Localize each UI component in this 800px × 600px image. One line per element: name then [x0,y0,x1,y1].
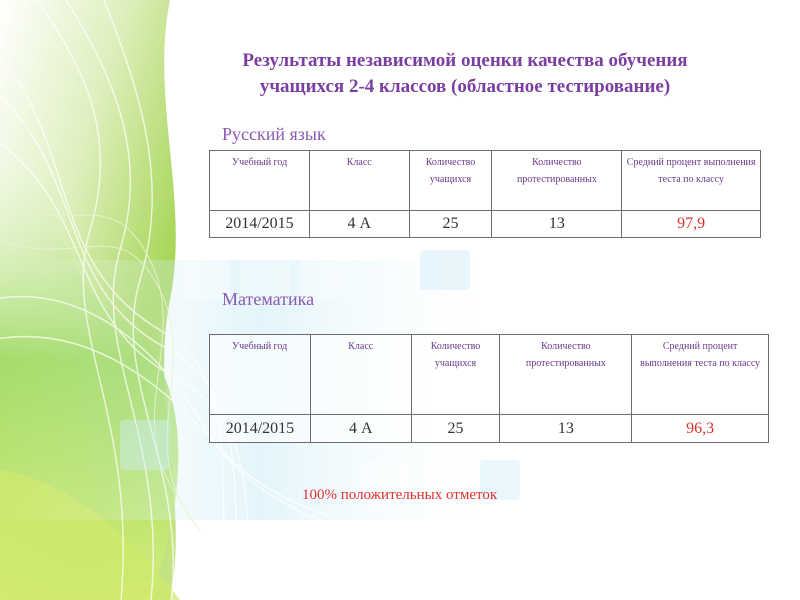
title-line-2: учащихся 2-4 классов (областное тестирование) [259,76,671,97]
header-year: Учебный год [210,335,311,415]
slide-title [185,48,745,100]
cell-tested: 13 [500,415,632,443]
table-row [210,415,769,443]
header-average: Средний процент выполнения теста по классу [632,335,769,415]
table-header-row [210,151,761,211]
section-heading-math: Математика [222,289,315,309]
cell-students: 25 [409,211,492,238]
results-table-russian [209,150,761,238]
positive-grades-note: 100% положительных отметок [302,487,498,503]
header-average: Средний процент выполнения теста по классу [622,151,761,211]
header-students: Количество учащихся [411,335,500,415]
cell-average: 96,3 [632,415,769,443]
header-year: Учебный год [210,151,310,211]
results-table-math [209,334,769,443]
cell-tested: 13 [492,211,622,238]
section-heading-russian: Русский язык [222,124,326,144]
cell-class: 4 А [309,211,409,238]
header-tested: Количество протестированных [500,335,632,415]
cell-class: 4 А [310,415,411,443]
header-class: Класс [309,151,409,211]
table-header-row [210,335,769,415]
header-tested: Количество протестированных [492,151,622,211]
header-students: Количество учащихся [409,151,492,211]
cell-year: 2014/2015 [210,415,311,443]
header-class: Класс [310,335,411,415]
cell-average: 97,9 [622,211,761,238]
title-line-1: Результаты независимой оценки качества обучения [242,50,688,71]
cell-students: 25 [411,415,500,443]
cell-year: 2014/2015 [210,211,310,238]
table-row [210,211,761,238]
